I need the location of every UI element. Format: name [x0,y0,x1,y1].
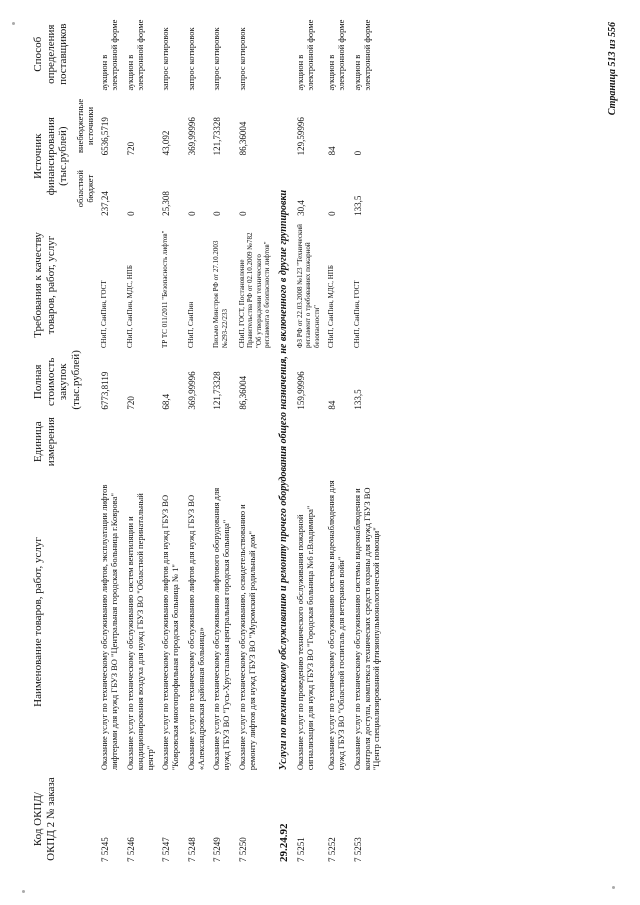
row-requirements: ТР ТС 011/2011 "Безопасность лифтов" [161,230,170,349]
row-external: 43,092 [161,130,172,156]
row-method: аукцион в электронной форме [326,19,347,91]
row-code: 7 5252 [327,837,338,862]
row-regional: 133,5 [352,195,363,216]
row-cost: 84 [327,400,338,410]
row-method: запрос котировок [236,27,247,91]
header-unit: Единица измерения [32,417,57,467]
row-cost: 369,99996 [186,371,197,410]
row-unit [350,413,385,471]
table-row [97,15,123,865]
row-name: Оказание услуг по техническому обслуживанию лифтов для нужд ГБУЗ ВО «Александровская районная больница» [185,494,206,771]
row-unit [293,413,324,471]
row-cost: 720 [125,396,136,410]
row-name: Оказание услуг по техническому обслуживанию лифтов для нужд ГБУЗ ВО "Ковровская многопрофильная городская больница № 1" [160,494,181,771]
row-external: 84 [327,146,338,156]
group-section [274,15,293,865]
row-requirements: СНиП, СанПин, ГОСТ [352,280,361,349]
row-external: 121,73328 [212,117,223,156]
page-number: Страница 513 из 556 [607,22,618,116]
row-unit [324,413,350,471]
group-title: Услуги по техническому обслуживанию и ремонту прочего оборудования общего назначения, не включенного в другие группировки [278,189,290,771]
group-code: 29.24.92 [278,823,291,862]
row-regional: 30,4 [296,200,307,216]
row-requirements: СНиП, СанПин, МДС, НПБ [327,265,336,349]
row-code: 7 5253 [352,837,363,862]
row-unit [97,413,123,471]
header-requirements: Требования к качеству товаров, работ, услуг [32,232,57,338]
header-code: Код ОКПД/ ОКПД 2 № заказа [32,777,57,861]
group-row [274,15,293,865]
row-unit [123,413,158,471]
row-requirements: ФЗ РФ от 22.03.2008 №123 "Технический регламент о требованиях пожарной безопасности" [296,224,321,349]
table-row [293,15,324,865]
row-external: 369,99996 [186,117,197,156]
row-regional: 237,24 [100,191,111,216]
row-code: 7 5246 [125,837,136,862]
row-method: запрос котировок [185,27,196,91]
header-regional: областной бюджет [74,170,95,208]
row-regional: 0 [186,211,197,216]
row-method: аукцион в электронной форме [351,19,372,91]
row-method: аукцион в электронной форме [99,19,120,91]
row-code: 7 5249 [212,837,223,862]
row-requirements: Письмо Минстроя РФ от 27.10.2003 №293-22/233 [212,240,229,349]
row-external: 0 [352,150,363,156]
scan-speck [22,890,25,893]
table-row [350,15,385,865]
row-name: Оказание услуг по техническому обслуживанию системы видеонаблюдения для нужд ГБУЗ ВО "Областной госпиталь для ветеранов войн" [326,480,347,771]
row-code: 7 5250 [237,837,248,862]
row-unit [209,413,235,471]
row-unit [184,413,210,471]
row-name: Оказание услуг по проведению технического обслуживания пожарной сигнализации для нужд ГБУЗ ВО "Городская больница №6 г.Владимира" [295,505,315,771]
row-cost: 86,36004 [237,375,248,410]
row-name: Оказание услуг по техническому обслуживанию лифтов, эксплуатации лифтов лифтерами для нужд ГБУЗ ВО "Центральная городская больница г.Коврова" [99,484,120,771]
scan-speck [612,886,615,889]
row-cost: 133,5 [352,389,363,410]
table-row [158,15,184,865]
row-name: Оказание услуг по техническому обслуживанию, освидетельствованию и ремонту лифтов для нужд ГБУЗ ВО "Муромский родильный дом" [236,504,257,771]
row-code: 7 5247 [161,837,172,862]
header-external: внебюджетные источники [74,98,95,154]
row-code: 7 5245 [100,837,111,862]
row-cost: 6773,8119 [100,371,111,410]
row-regional: 0 [125,211,136,216]
row-method: аукцион в электронной форме [124,19,145,91]
table-body-lifts [97,15,274,865]
row-external: 86,36004 [237,121,248,156]
row-name: Оказание услуг по техническому обслуживанию систем вентиляции и кондиционирования воздуха для нужд ГБУЗ ВО "Областной перинатальный центр" [124,493,155,771]
row-cost: 121,73328 [212,371,223,410]
table-body-equipment [293,15,385,865]
row-method: запрос котировок [160,27,171,91]
row-requirements: СНиП, СанПин, МДС, НПБ [125,265,134,349]
row-name: Оказание услуг по техническому обслуживанию системы видеонаблюдения и контроля доступа, комплекса технических средств охраны для нужд ГБУЗ ВО "Центр специализированной фтизиопульмонологической помощи" [351,487,382,771]
row-cost: 159,99996 [296,371,307,410]
row-requirements: СНиП, ГОСТ, Постановление Правительства РФ от 02.10.2009 №782 "Об утверждении технического регламента о безопасности лифтов" [237,232,272,349]
row-regional: 0 [237,211,248,216]
row-code: 7 5248 [186,837,197,862]
header-funding: Источник финансирования (тыс.рублей) [32,117,70,196]
scan-speck [12,22,15,25]
table-header [30,15,97,865]
row-name: Оказание услуг по техническому обслуживанию лифтового оборудования для нужд ГБУЗ ВО "Гусь-Хрустальная центральная городская больница" [211,487,232,771]
procurement-table [30,15,385,865]
table-row [209,15,235,865]
row-regional: 0 [327,211,338,216]
row-code: 7 5251 [296,837,307,862]
table-row [235,15,275,865]
header-name: Наименование товаров, работ, услуг [32,537,44,707]
row-cost: 68,4 [161,393,172,410]
row-method: запрос котировок [211,27,222,91]
header-cost: Полная стоимость закупок (тыс.рублей) [32,350,82,410]
row-unit [235,413,275,471]
table-row [184,15,210,865]
row-method: аукцион в электронной форме [295,19,315,91]
header-method: Способ определения поставщиков [32,23,70,85]
row-external: 6536,5719 [100,117,111,156]
row-requirements: СНиП, СанПин [186,301,195,349]
row-external: 129,59996 [296,117,307,156]
table-row [324,15,350,865]
row-unit [158,413,184,471]
row-requirements: СНиП, СанПин, ГОСТ [100,280,109,349]
table-row [123,15,158,865]
row-external: 720 [125,141,136,156]
row-regional: 25,308 [161,191,172,216]
row-regional: 0 [212,211,223,216]
